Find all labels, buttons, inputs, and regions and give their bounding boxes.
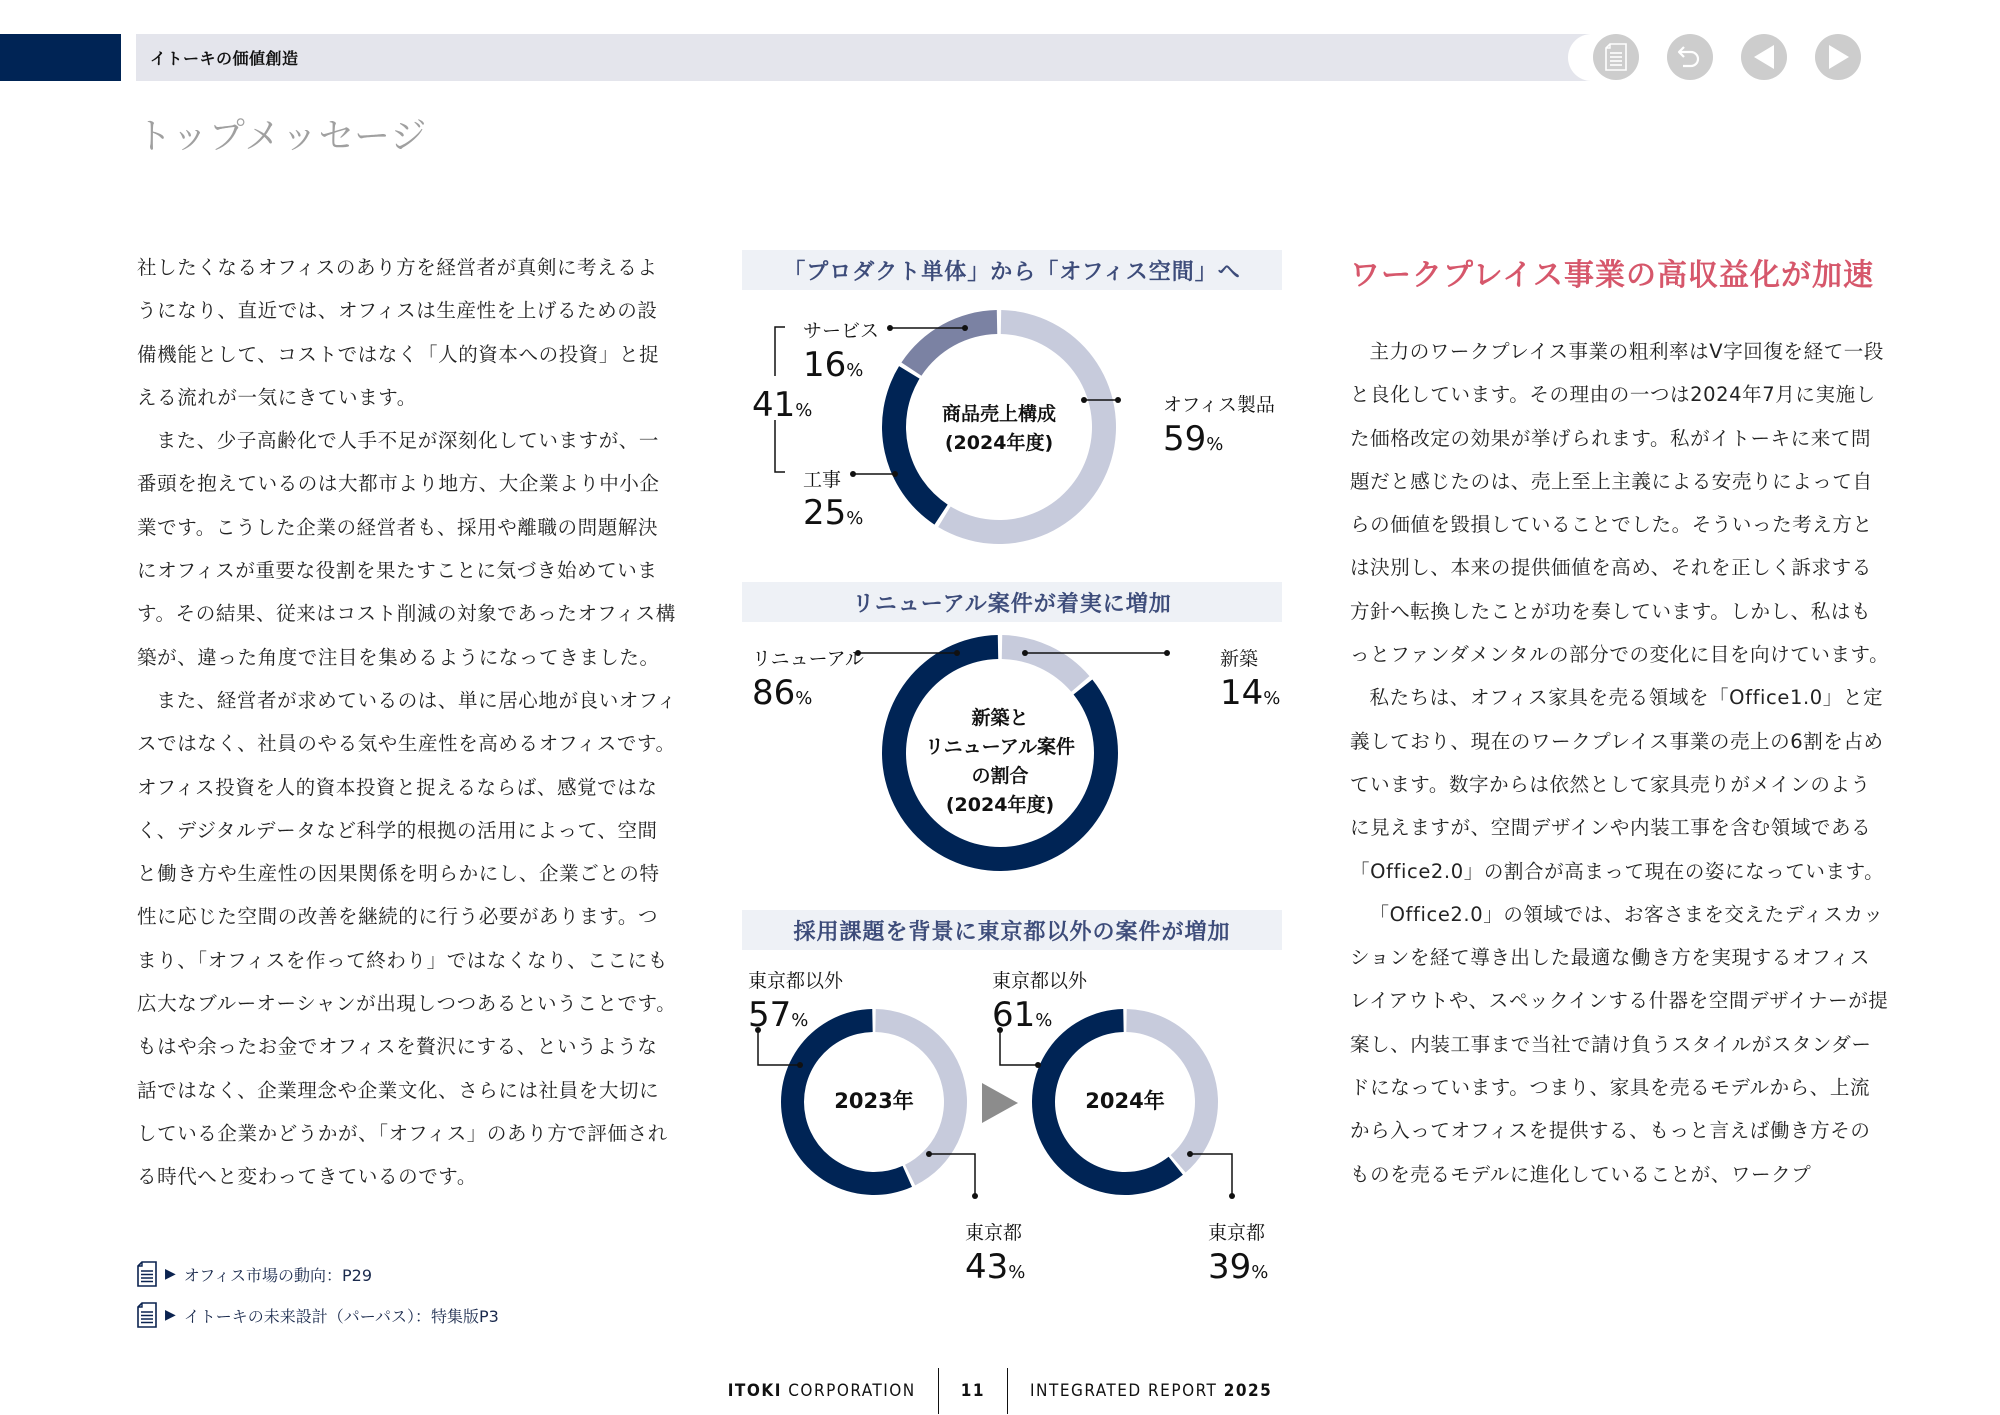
chart3-2024-center-label: 2024年 bbox=[1085, 1089, 1165, 1113]
percent-sign: % bbox=[795, 400, 813, 421]
leader-dot bbox=[1115, 397, 1121, 403]
page-title: トップメッセージ bbox=[136, 116, 428, 157]
value: 39 bbox=[1208, 1247, 1252, 1287]
triangle-right-icon: ▶ bbox=[165, 1266, 176, 1282]
section-label: イトーキの価値創造 bbox=[150, 49, 299, 68]
chart3-2024-value-outside-tokyo bbox=[992, 995, 1053, 1035]
chart3-2024-label-tokyo: 東京都 bbox=[1208, 1222, 1266, 1244]
paragraph: 私たちは、オフィス家具を売る領域を「Office1.0」と定義しており、現在のワークプレイス事業の売上の6割を占めています。数字からは依然として家具売りがメインのように見えますが、空間デザインや内装工事を含む領域である「Office2.0」の割合が高まって現在の姿になっています。 bbox=[1350, 686, 1885, 883]
chart3-2023-label-outside-tokyo: 東京都以外 bbox=[748, 970, 844, 992]
chart2-value-renewal bbox=[752, 673, 813, 713]
chart3-2023-value-tokyo bbox=[965, 1247, 1026, 1287]
donut-segment-サービス bbox=[901, 310, 997, 376]
value: 14 bbox=[1220, 673, 1264, 713]
value: 59 bbox=[1163, 419, 1207, 459]
chart1-value-service bbox=[803, 345, 864, 385]
paragraph: また、経営者が求めているのは、単に居心地が良いオフィスではなく、社員のやる気や生産性を高めるオフィスです。オフィス投資を人的資本投資と捉えるならば、感覚ではなく、デジタルデータなど科学的根拠の活用によって、空間と働き方や生産性の因果関係を明らかにし、企業ごとの特性に応じた空間の改善を継続的に行う必要があります。つまり、「オフィスを作って終わり」ではなくなり、ここにも広大なブルーオーシャンが出現しつつあるということです。もはや余ったお金でオフィスを贅沢にする、というような話ではなく、企業理念や企業文化、さらには社員を大切にしている企業かどうかが、「オフィス」のあり方で評価される時代へと変わってきているのです。 bbox=[137, 688, 677, 1189]
reference-link-label[interactable]: イトーキの未来設計（パーパス）：特集版P3 bbox=[183, 1306, 499, 1326]
value: 57 bbox=[748, 995, 792, 1035]
chart2-center-label bbox=[900, 704, 1100, 820]
company-name-bold: ITOKI bbox=[727, 1381, 782, 1401]
bracket-top bbox=[775, 327, 785, 376]
donut-segment-新築 bbox=[1002, 635, 1090, 692]
chart3-title: 採用課題を背景に東京都以外の案件が増加 bbox=[742, 910, 1282, 950]
percent-sign: % bbox=[1206, 434, 1224, 455]
footer-divider bbox=[938, 1368, 939, 1414]
chart1-value-office-products bbox=[1163, 419, 1224, 459]
value: 16 bbox=[803, 345, 847, 385]
paragraph: 主力のワークプレイス事業の粗利率はV字回復を経て一段と良化しています。その理由の一つは2024年7月に実施した価格改定の効果が挙げられます。私がイトーキに来て問題だと感じたのは、売上至上主義による安売りによって自らの価値を毀損していることでした。そういった考え方とは決別し、本来の提供価値を高め、それを正しく訴求する方針へ転換したことが功を奏しています。しかし、私はもっとファンダメンタルの部分での変化に目を向けています。 bbox=[1350, 340, 1890, 667]
chart1-value-construction bbox=[803, 493, 864, 533]
right-body-text bbox=[1350, 330, 1890, 1196]
chart1-center-label bbox=[919, 400, 1079, 458]
percent-sign: % bbox=[791, 1010, 809, 1031]
value: 61 bbox=[992, 995, 1036, 1035]
percent-sign: % bbox=[795, 688, 813, 709]
leader-dot bbox=[954, 650, 960, 656]
arrow-right-icon bbox=[982, 1083, 1018, 1123]
bracket-bottom bbox=[775, 420, 785, 472]
percent-sign: % bbox=[1008, 1262, 1026, 1283]
footer-divider bbox=[1007, 1368, 1008, 1414]
leader-dot bbox=[1164, 650, 1170, 656]
center-line: 新築と bbox=[971, 707, 1029, 729]
page-number: 11 bbox=[960, 1381, 986, 1401]
leader-dot bbox=[850, 471, 856, 477]
paragraph: 社したくなるオフィスのあり方を経営者が真剣に考えるようになり、直近では、オフィスは生産性を上げるための設備機能として、コストではなく「人的資本への投資」と捉える流れが一気にきています。 bbox=[137, 256, 660, 409]
percent-sign: % bbox=[1251, 1262, 1269, 1283]
section-heading: ワークプレイス事業の高収益化が加速 bbox=[1350, 258, 1874, 293]
report-name: INTEGRATED REPORT bbox=[1030, 1381, 1224, 1401]
paragraph: 「Office2.0」の領域では、お客さまを交えたディスカッションを経て導き出した最適な働き方を実現するオフィスレイアウトや、スペックインする什器を空間デザイナーが提案し、内装工事まで当社で請け負うスタイルがスタンダードになっています。つまり、家具を売るモデルから、上流から入ってオフィスを提供する、もっと言えば働き方そのものを売るモデルに進化していることが、ワークプ bbox=[1350, 902, 1889, 1186]
leader-dot bbox=[1022, 650, 1028, 656]
report-year: 2025 bbox=[1223, 1381, 1273, 1401]
value: 86 bbox=[752, 673, 796, 713]
chart2-value-new-build bbox=[1220, 673, 1281, 713]
chart2-label-new-build: 新築 bbox=[1220, 648, 1259, 670]
chart3-2023-value-outside-tokyo bbox=[748, 995, 809, 1035]
chart1-label-service: サービス bbox=[803, 320, 880, 342]
center-line: 商品売上構成 bbox=[941, 403, 1056, 425]
chart3-2023-label-tokyo: 東京都 bbox=[965, 1222, 1023, 1244]
footer-report bbox=[1030, 1381, 1272, 1401]
leader-dot bbox=[887, 325, 893, 331]
percent-sign: % bbox=[1263, 688, 1281, 709]
leader-dot bbox=[1035, 1062, 1041, 1068]
chart3-2024-value-tokyo bbox=[1208, 1247, 1269, 1287]
chart1-value-group bbox=[752, 385, 813, 425]
center-line: (2024年度) bbox=[944, 432, 1054, 454]
value: 25 bbox=[803, 493, 847, 533]
center-line: (2024年度) bbox=[945, 794, 1055, 816]
center-line: リニューアル案件 bbox=[925, 736, 1075, 758]
percent-sign: % bbox=[1035, 1010, 1053, 1031]
center-line: の割合 bbox=[971, 765, 1029, 787]
percent-sign: % bbox=[846, 360, 864, 381]
footer-company bbox=[728, 1381, 916, 1401]
chart2-title: リニューアル案件が着実に増加 bbox=[742, 582, 1282, 622]
leader-dot bbox=[926, 1151, 932, 1157]
chart1-label-construction: 工事 bbox=[803, 469, 842, 491]
reference-link-label[interactable]: オフィス市場の動向：P29 bbox=[183, 1265, 373, 1285]
paragraph: また、少子高齢化で人手不足が深刻化していますが、一番頭を抱えているのは大都市より地方、大企業より中小企業です。こうした企業の経営者も、採用や離職の問題解決にオフィスが重要な役割を果たすことに気づき始めています。その結果、従来はコスト削減の対象であったオフィス構築が、違った角度で注目を集めるようになってきました。 bbox=[137, 429, 676, 669]
chart1-label-office-products: オフィス製品 bbox=[1163, 394, 1275, 416]
leader-dot bbox=[892, 471, 898, 477]
value: 41 bbox=[752, 385, 796, 425]
leader-dot bbox=[972, 1193, 978, 1199]
footer bbox=[0, 1368, 2000, 1414]
leader-dot bbox=[1229, 1193, 1235, 1199]
chart1-title: 「プロダクト単体」から「オフィス空間」へ bbox=[742, 250, 1282, 290]
triangle-right-icon: ▶ bbox=[165, 1307, 176, 1323]
chart2-label-renewal: リニューアル bbox=[752, 648, 864, 670]
leader-dot bbox=[1187, 1151, 1193, 1157]
leader-dot bbox=[797, 1062, 803, 1068]
leader-dot bbox=[1081, 397, 1087, 403]
chart3-2023-center-label: 2023年 bbox=[834, 1089, 914, 1113]
company-name-rest: CORPORATION bbox=[781, 1381, 916, 1401]
leader-line-2024-outside bbox=[1000, 1030, 1038, 1065]
chart3-2024-label-outside-tokyo: 東京都以外 bbox=[992, 970, 1088, 992]
percent-sign: % bbox=[846, 508, 864, 529]
value: 43 bbox=[965, 1247, 1009, 1287]
leader-dot bbox=[962, 325, 968, 331]
